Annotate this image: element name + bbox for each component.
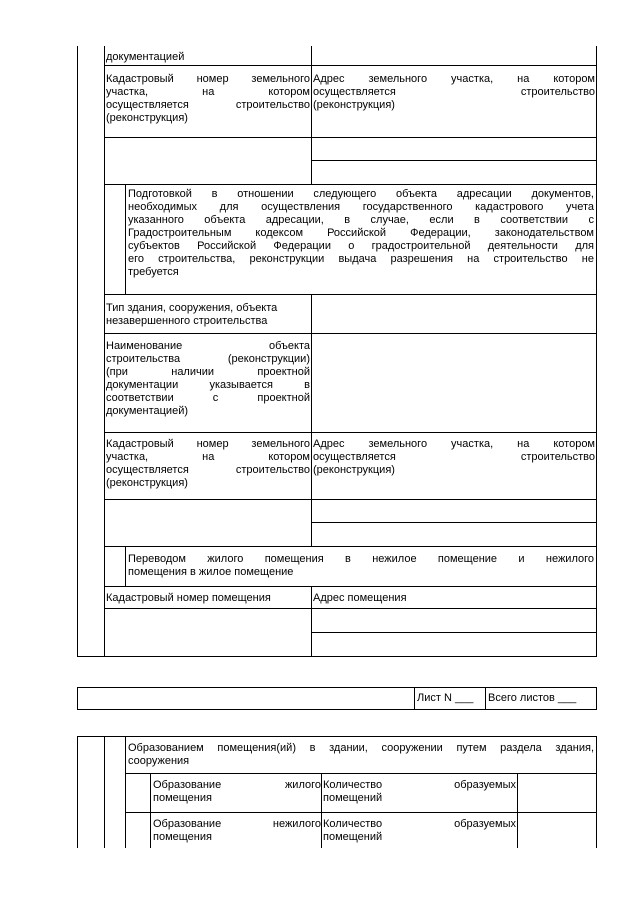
heading-line: Переводом жилого помещения в нежилое помещение и нежилого [128,553,594,565]
section4-heading [128,742,594,768]
row-line [125,812,596,813]
row-line [104,608,596,609]
label-line: помещения [153,792,212,804]
label-line: Количество образуемых [323,818,516,830]
row-line [104,546,596,547]
indent-line [150,773,151,848]
heading-line: его строительства, реконструкции выдача разрешения на строительство не [128,253,594,265]
label-line: Образование нежилого [153,818,321,830]
label-line: незавершенного строительства [106,315,268,327]
row-line [311,160,596,161]
section3-heading [128,553,594,579]
sheet-number-label: Лист N ___ [417,692,474,704]
heading-line: необходимых для осуществления государственного кадастрового учета [128,201,594,213]
label-line: Кадастровый номер земельного [106,438,310,450]
indent-line [125,546,126,586]
nonresidential-formation-label [153,818,321,844]
bar-border-top [77,687,597,688]
row-line [311,522,596,523]
cadastral-land-label-s1 [106,73,310,125]
label-line: помещения [153,831,212,843]
section2-heading [128,188,594,279]
label-line: Количество образуемых [323,779,516,791]
row-line [104,333,596,334]
heading-line: сооружения [128,755,190,767]
label-line: осуществляется строительство [106,464,310,476]
bar-divider [414,687,415,709]
cadastral-land-label-s2 [106,438,310,490]
label-line: Наименование объекта [106,340,310,352]
row-line [104,294,596,295]
label-line: строительства (реконструкции) [106,353,310,365]
label-line: Тип здания, сооружения, объекта [106,302,278,314]
label-line: (реконструкция) [106,477,188,489]
documentation-fragment: документацией [106,51,185,63]
label-line: осуществляется строительство [106,99,310,111]
heading-line: требуется [128,266,179,278]
label-line: Кадастровый номер земельного [106,73,310,85]
label-line: документации указывается в [106,379,310,391]
table-border-right [596,46,597,656]
label-line: Образование жилого [153,779,321,791]
indent-line [125,736,126,848]
heading-line: Градостроительным кодексом Российской Федерации, законодательством [128,227,594,239]
bar-border-right [596,687,597,709]
table-column-mid-s3 [311,586,312,656]
premises-address-label: Адрес помещения [313,592,407,604]
label-line: помещений [323,792,383,804]
building-type-label [106,302,310,328]
table-border-bottom [77,656,597,657]
cell-divider [321,773,322,848]
table-border-right [596,736,597,848]
label-line: соответствии с проектной [106,392,310,404]
bar-border-bottom [77,709,597,710]
label-line: (реконструкция) [313,99,395,111]
heading-line: Образованием помещения(ий) в здании, сооружении путем раздела здания, [128,742,594,754]
label-line: участка, на котором [106,451,310,463]
label-line: Адрес земельного участка, на котором [313,438,595,450]
label-line: (реконструкция) [313,464,395,476]
heading-line: Подготовкой в отношении следующего объекта адресации документов, [128,188,594,200]
label-line: документацией) [106,405,189,417]
row-line [104,184,596,185]
heading-line: помещения в жилое помещение [128,566,294,578]
row-line [104,65,596,66]
label-line: (при наличии проектной [106,366,310,378]
total-sheets-label: Всего листов ___ [488,692,577,704]
table-column-divider [104,736,105,848]
label-line: осуществляется строительство [313,451,595,463]
row-line [104,432,596,433]
row-line [104,586,596,587]
bar-divider [485,687,486,709]
label-line: Адрес земельного участка, на котором [313,73,595,85]
indent-line [125,184,126,294]
bar-border-left [77,687,78,709]
table-column-mid-s1 [311,46,312,184]
label-line: помещений [323,831,383,843]
heading-line: указанного объекта адресации, в случае, если в соответствии с [128,214,594,226]
row-line [125,773,596,774]
nonresidential-count-label [323,818,516,844]
table-border-left [77,46,78,656]
label-line: участка, на котором [106,86,310,98]
label-line: (реконструкция) [106,112,188,124]
heading-line: субъектов Российской Федерации о градостроительной деятельности для [128,240,594,252]
label-line: осуществляется строительство [313,86,595,98]
table-border-left [77,736,78,848]
premises-cadastral-label: Кадастровый номер помещения [106,592,271,604]
row-line [104,137,596,138]
table-column-mid-s2 [311,294,312,546]
land-address-label-s2 [313,438,595,477]
table-border-top [77,736,597,737]
object-name-label [106,340,310,418]
residential-count-label [323,779,516,805]
row-line [104,499,596,500]
row-line [311,632,596,633]
residential-formation-label [153,779,321,805]
land-address-label-s1 [313,73,595,112]
cell-divider [517,773,518,848]
